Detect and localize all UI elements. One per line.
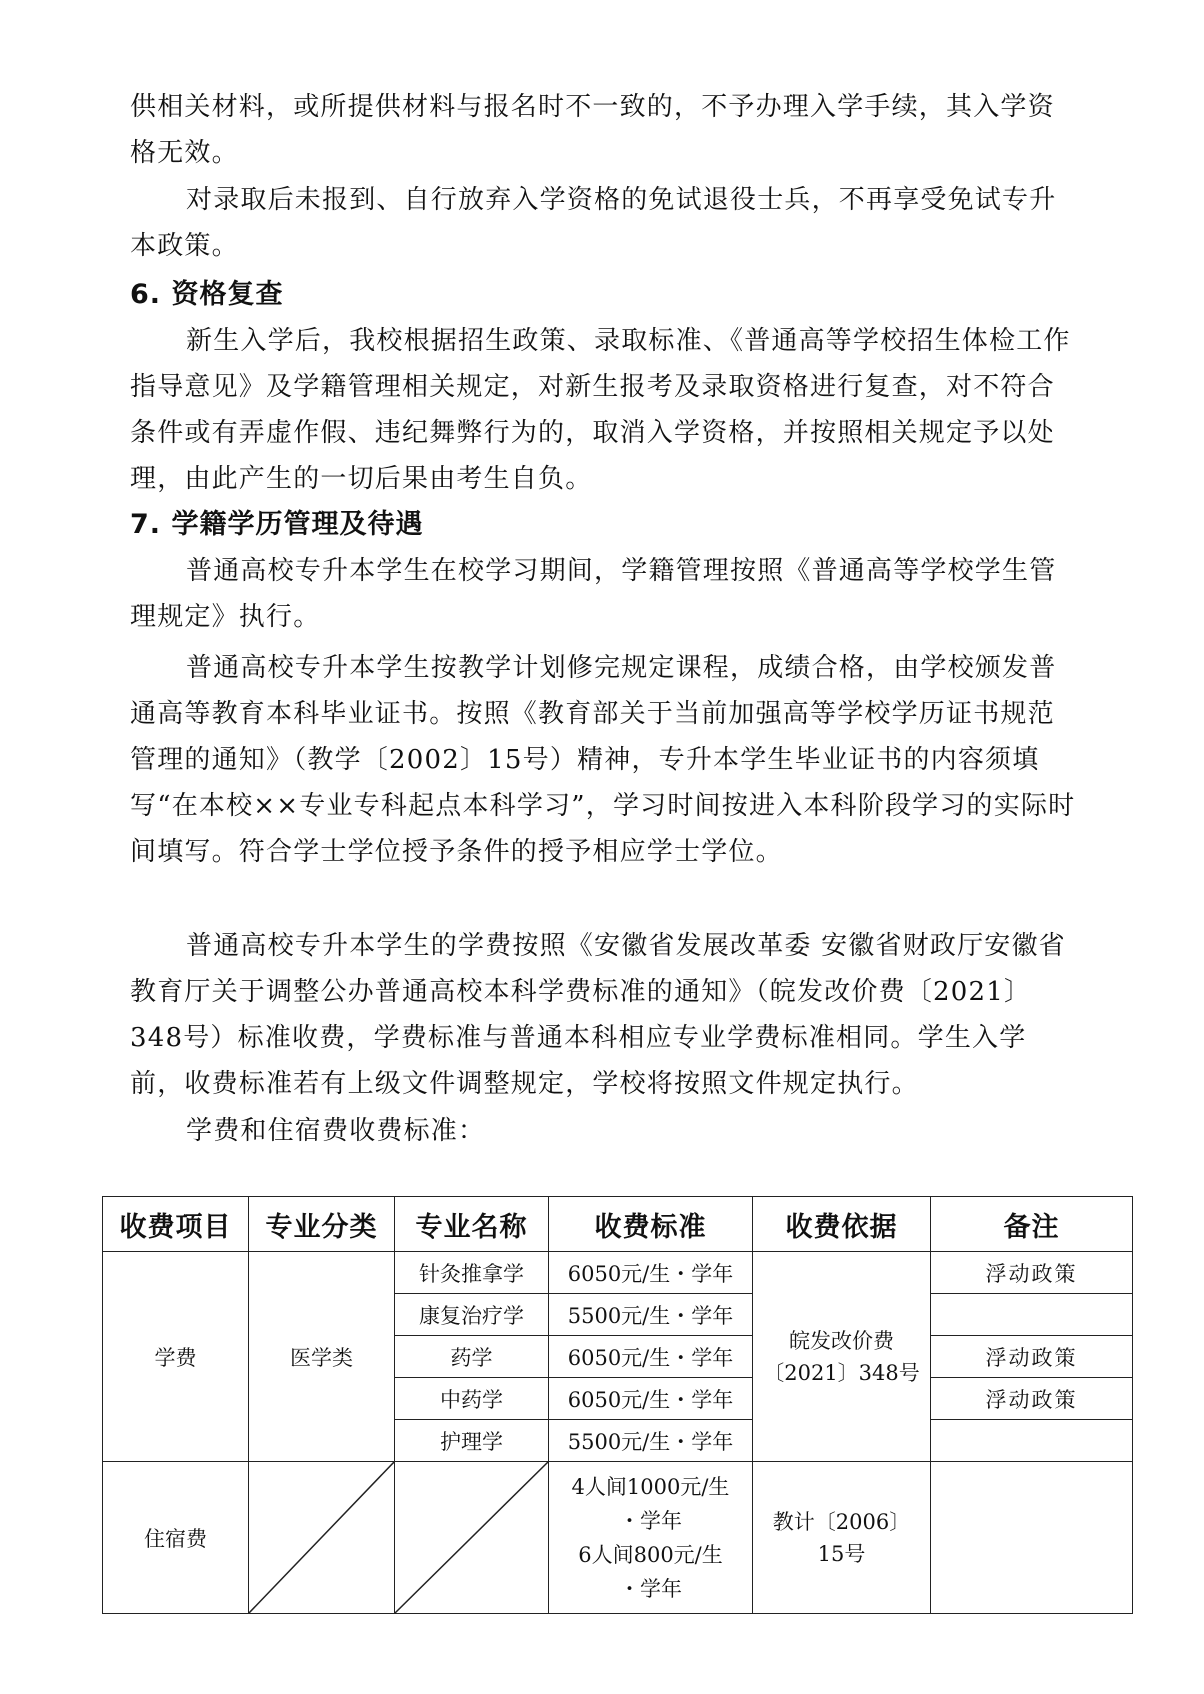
- dorm-item-cell: 住宿费: [103, 1462, 249, 1614]
- standard-cell: 5500元/生・学年: [549, 1420, 753, 1462]
- major-cell: 中药学: [395, 1378, 549, 1420]
- dorm-standard-line: ・学年: [619, 1576, 682, 1601]
- tuition-basis-line1: 皖发改价费: [789, 1328, 894, 1353]
- table-row: [103, 1252, 1133, 1294]
- header-note: 备注: [931, 1197, 1133, 1252]
- dorm-standard-line: ・学年: [619, 1508, 682, 1533]
- header-fee-item: 收费项目: [103, 1197, 249, 1252]
- paragraph-5: 普通高校专升本学生按教学计划修完规定课程，成绩合格，由学校颁发普通高等教育本科毕业证书。按照《教育部关于当前加强高等学校学历证书规范管理的通知》（教学〔2002〕15号）精神，专升本学生毕业证书的内容须填写“在本校××专业专科起点本科学习”，学习时间按进入本科阶段学习的实际时间填写。符合学士学位授予条件的授予相应学士学位。: [130, 653, 1076, 867]
- header-standard: 收费标准: [549, 1197, 753, 1252]
- paragraph-3: 新生入学后，我校根据招生政策、录取标准、《普通高等学校招生体检工作指导意见》及学籍管理相关规定，对新生报考及录取资格进行复查，对不符合条件或有弄虚作假、违纪舞弊行为的，取消入学资格，并按照相关规定予以处理，由此产生的一切后果由考生自负。: [130, 326, 1071, 494]
- paragraph-6: 普通高校专升本学生的学费按照《安徽省发展改革委 安徽省财政厅安徽省教育厅关于调整公办普通高校本科学费标准的通知》（皖发改价费〔2021〕348号）标准收费，学费标准与普通本科相应专业学费标准相同。学生入学前，收费标准若有上级文件调整规定，学校将按照文件规定执行。: [130, 931, 1066, 1099]
- standard-cell: 6050元/生・学年: [549, 1336, 753, 1378]
- standard-cell: 5500元/生・学年: [549, 1294, 753, 1336]
- tuition-basis-line2: 〔2021〕348号: [763, 1360, 920, 1385]
- note-cell: 浮动政策: [931, 1252, 1133, 1294]
- dorm-major-empty-cell: [395, 1462, 549, 1614]
- note-cell: 浮动政策: [931, 1336, 1133, 1378]
- fee-table: [102, 1196, 1133, 1614]
- paragraph-1: 供相关材料，或所提供材料与报名时不一致的，不予办理入学手续，其入学资格无效。: [130, 92, 1055, 168]
- header-basis: 收费依据: [753, 1197, 931, 1252]
- dorm-standard-line: 4人间1000元/生: [571, 1474, 730, 1499]
- diagonal-slash: [249, 1462, 394, 1613]
- section-heading-7: 7. 学籍学历管理及待遇: [130, 509, 424, 540]
- dorm-note-cell: [931, 1462, 1133, 1614]
- dorm-basis-line2: 15号: [817, 1541, 866, 1566]
- dorm-basis-cell: [753, 1462, 931, 1614]
- major-cell: 针灸推拿学: [395, 1252, 549, 1294]
- dorm-category-empty-cell: [249, 1462, 395, 1614]
- paragraph-2: 对录取后未报到、自行放弃入学资格的免试退役士兵，不再享受免试专升本政策。: [130, 185, 1057, 261]
- dorm-standard-cell: [549, 1462, 753, 1614]
- dorm-row: [103, 1462, 1133, 1614]
- major-cell: 康复治疗学: [395, 1294, 549, 1336]
- note-cell: [931, 1294, 1133, 1336]
- major-cell: 药学: [395, 1336, 549, 1378]
- diagonal-slash: [395, 1462, 548, 1613]
- paragraph-7: 学费和住宿费收费标准：: [186, 1116, 486, 1146]
- dorm-standard-line: 6人间800元/生: [578, 1542, 723, 1567]
- header-category: 专业分类: [249, 1197, 395, 1252]
- paragraph-4: 普通高校专升本学生在校学习期间，学籍管理按照《普通高等学校学生管理规定》执行。: [130, 556, 1057, 632]
- standard-cell: 6050元/生・学年: [549, 1378, 753, 1420]
- standard-cell: 6050元/生・学年: [549, 1252, 753, 1294]
- dorm-basis-line1: 教计〔2006〕: [772, 1509, 911, 1534]
- tuition-category-cell: 医学类: [249, 1252, 395, 1462]
- note-cell: 浮动政策: [931, 1378, 1133, 1420]
- header-major: 专业名称: [395, 1197, 549, 1252]
- table-header-row: [103, 1197, 1133, 1252]
- note-cell: [931, 1420, 1133, 1462]
- tuition-basis-cell: [753, 1252, 931, 1462]
- tuition-item-cell: 学费: [103, 1252, 249, 1462]
- major-cell: 护理学: [395, 1420, 549, 1462]
- section-heading-6: 6. 资格复查: [130, 279, 284, 310]
